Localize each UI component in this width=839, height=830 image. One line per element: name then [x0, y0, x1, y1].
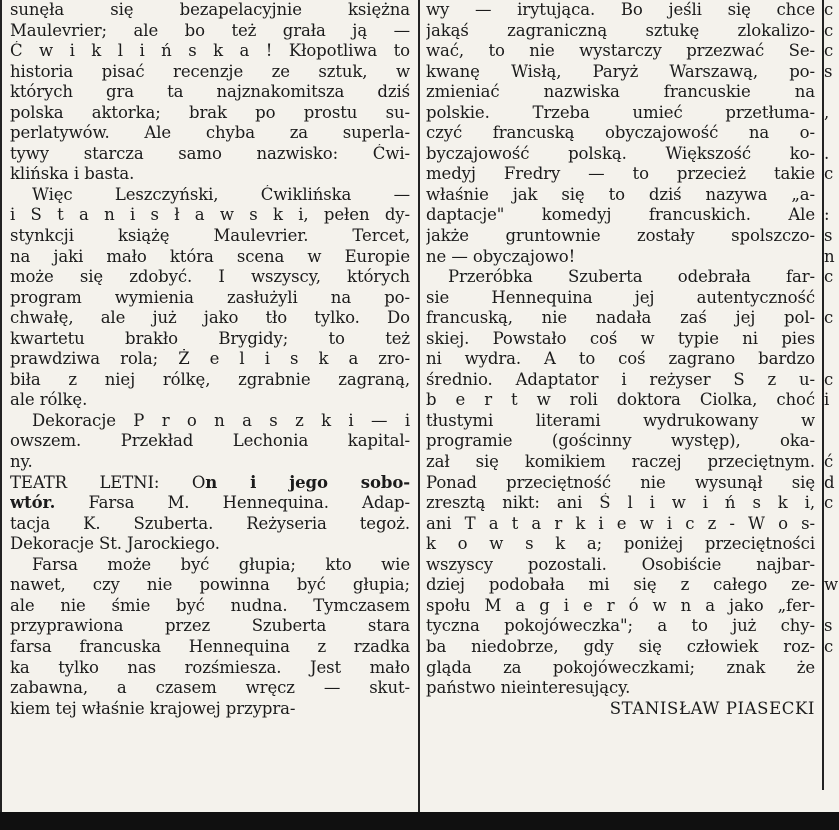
right-column-line: Ponad przeciętność nie wysunął się [426, 472, 815, 492]
right-column-line: zresztą nikt: ani Ś l i w i ń s k i, [426, 493, 815, 513]
bold-title-fragment: wtór. [10, 493, 56, 513]
right-column-line: zał się komikiem raczej przeciętnym. [426, 452, 815, 472]
edge-fragment-line [824, 431, 839, 452]
edge-fragment-line: w [824, 575, 839, 595]
right-column-line: kwanę Wisłą, Paryż Warszawą, po- [426, 61, 815, 81]
right-column-line: zmieniać nazwiska francuskie na [426, 82, 815, 102]
right-column-line: tyczna pokojóweczka"; a to już chy- [426, 616, 815, 636]
left-column-line: sunęła się bezapelacyjnie księżna [10, 0, 410, 19]
right-column-line: wać, to nie wystarczy przezwać Se- [426, 41, 815, 61]
left-column-line: wtór. Farsa M. Hennequina. Adap- [10, 493, 410, 513]
edge-fragment-line: s [824, 616, 833, 636]
right-column-line: skiej. Powstało coś w typie ni pies [426, 328, 815, 348]
left-column-line: TEATR LETNI: On i jego sobo- [10, 472, 410, 492]
bold-title-fragment: n i jego sobo- [205, 472, 410, 492]
edge-fragment-line: c [824, 636, 834, 656]
left-border-rule [0, 0, 2, 812]
right-column-line: społu M a g i e r ó w n a jako „fer- [426, 595, 815, 615]
right-column-line: wszyscy pozostali. Osobiście najbar- [426, 554, 815, 574]
left-column-line: chwałę, ale już jako tło tylko. Do [10, 308, 410, 328]
right-column-line: państwo nieinteresujący. [426, 678, 631, 698]
edge-fragment-line [824, 658, 839, 679]
left-column-line: przyprawiona przez Szuberta stara [10, 616, 410, 636]
edge-fragment-line: d [824, 472, 835, 492]
right-column-line: medyj Fredry — to przecież takie [426, 164, 815, 184]
left-column-line: kwartetu brakło Brygidy; to też [10, 328, 410, 348]
edge-fragment-line: c [824, 41, 834, 61]
left-column-line: Maulevrier; ale bo też grała ją — [10, 20, 410, 40]
edge-fragment-line: . [824, 143, 830, 163]
left-column-line: kiem tej właśnie krajowej przypra- [10, 698, 296, 718]
edge-fragment-line [824, 678, 839, 699]
edge-fragment-line [824, 514, 839, 535]
right-column-line: dziej podobała mi się z całego ze- [426, 575, 815, 595]
left-text-column [10, 0, 410, 719]
left-column-line: może się zdobyć. I wszyscy, których [10, 267, 410, 287]
edge-fragment-line [824, 123, 839, 144]
edge-fragment-line [824, 288, 839, 309]
right-column-line: polskie. Trzeba umieć przetłuma- [426, 102, 815, 122]
edge-fragment-line: c [824, 267, 834, 287]
right-column-line: wy — irytująca. Bo jeśli się chce [426, 0, 815, 19]
adjacent-column-fragment [824, 0, 839, 800]
right-column-line: czyć francuską obyczajowość na o- [426, 123, 815, 143]
left-column-line: ale rólkę. [10, 390, 88, 410]
edge-fragment-line [824, 596, 839, 617]
left-column-line: zabawna, a czasem wręcz — skut- [10, 678, 410, 698]
edge-fragment-line [824, 411, 839, 432]
right-text-column [426, 0, 815, 719]
right-column-line: jakże gruntownie zostały spolszczo- [426, 226, 815, 246]
edge-fragment-line: c [824, 20, 834, 40]
edge-fragment-line: , [824, 102, 830, 122]
edge-fragment-line [824, 329, 839, 350]
left-column-line: historia pisać recenzje ze sztuk, w [10, 61, 410, 81]
left-column-line: Więc Leszczyński, Ćwiklińska — [32, 184, 410, 204]
left-column-line: Dekoracje St. Jarockiego. [10, 534, 220, 554]
left-column-line: i S t a n i s ł a w s k i, pełen dy- [10, 205, 410, 225]
left-column-line: ny. [10, 452, 33, 472]
bottom-black-border [0, 812, 839, 830]
left-column-line: stynkcji książę Maulevrier. Tercet, [10, 226, 410, 246]
left-column-line: nawet, czy nie powinna być głupia; [10, 575, 410, 595]
left-column-line: klińska i basta. [10, 164, 135, 184]
edge-fragment-line: c [824, 369, 834, 389]
right-column-line: k o w s k a; poniżej przeciętności [426, 534, 815, 554]
column-divider-rule [418, 0, 420, 812]
right-column-line: ne — obyczajowo! [426, 246, 576, 266]
edge-fragment-line: c [824, 164, 834, 184]
edge-fragment-line [824, 555, 839, 576]
edge-fragment-line: i [824, 390, 830, 410]
left-column-line: na jaki mało która scena w Europie [10, 246, 410, 266]
right-column-line: jakąś zagraniczną sztukę zlokalizo- [426, 20, 815, 40]
left-column-line: biła z niej rólkę, zgrabnie zagraną, [10, 369, 410, 389]
left-column-line: owszem. Przekład Lechonia kapital- [10, 431, 410, 451]
left-column-line: Farsa może być głupia; kto wie [32, 554, 410, 574]
edge-fragment-line: s [824, 226, 833, 246]
edge-fragment-line: : [824, 205, 830, 225]
right-column-line: ani T a t a r k i e w i c z - W o s- [426, 513, 815, 533]
left-column-line: Ć w i k l i ń s k a ! Kłopotliwa to [10, 41, 410, 61]
left-column-line: ale nie śmie być nudna. Tymczasem [10, 595, 410, 615]
right-column-line: programie (gościnny występ), oka- [426, 431, 815, 451]
edge-fragment-line: c [824, 0, 834, 19]
right-column-line: tłustymi literami wydrukowany w [426, 410, 815, 430]
edge-fragment-line [824, 349, 839, 370]
left-column-line: tacja K. Szuberta. Reżyseria tegoż. [10, 513, 410, 533]
right-column-line: francuską, nie nadała zaś jej pol- [426, 308, 815, 328]
right-column-line: ba niedobrze, gdy się człowiek roz- [426, 636, 815, 656]
edge-fragment-line: ć [824, 452, 834, 472]
left-column-line: program wymienia zasłużyli na po- [10, 287, 410, 307]
right-column-line: sie Hennequina jej autentyczność [426, 287, 815, 307]
left-column-line: farsa francuska Hennequina z rzadka [10, 636, 410, 656]
left-column-line: polska aktorka; brak po prostu su- [10, 102, 410, 122]
left-column-line: ka tylko nas rozśmiesza. Jest mało [10, 657, 410, 677]
left-column-line: Dekoracje P r o n a s z k i — i [32, 410, 410, 430]
left-column-line: których gra ta najznakomitsza dziś [10, 82, 410, 102]
edge-fragment-line: n [824, 246, 835, 266]
left-column-line: prawdziwa rola; Ż e l i s k a zro- [10, 349, 410, 369]
left-column-line: perlatywów. Ale chyba za superla- [10, 123, 410, 143]
right-column-line: daptacje" komedyj francuskich. Ale [426, 205, 815, 225]
edge-fragment-line: c [824, 308, 834, 328]
author-signature: STANISŁAW PIASECKI [609, 698, 815, 718]
right-column-line: b e r t w roli doktora Ciolka, choć [426, 390, 815, 410]
edge-fragment-line: c [824, 493, 834, 513]
edge-fragment-line [824, 82, 839, 103]
right-column-line: gląda za pokojóweczkami; znak że [426, 657, 815, 677]
edge-fragment-line [824, 534, 839, 555]
right-column-line: Przeróbka Szuberta odebrała far- [448, 267, 815, 287]
edge-fragment-line [824, 185, 839, 206]
edge-fragment-line [824, 699, 839, 720]
right-column-line: właśnie jak się to dziś nazywa „a- [426, 184, 815, 204]
right-column-line: ni wydra. A to coś zagrano bardzo [426, 349, 815, 369]
left-column-line: tywy starcza samo nazwisko: Ćwi- [10, 143, 410, 163]
edge-fragment-line: s [824, 61, 833, 81]
right-column-line: byczajowość polską. Większość ko- [426, 143, 815, 163]
right-column-line: średnio. Adaptator i reżyser S z u- [426, 369, 815, 389]
